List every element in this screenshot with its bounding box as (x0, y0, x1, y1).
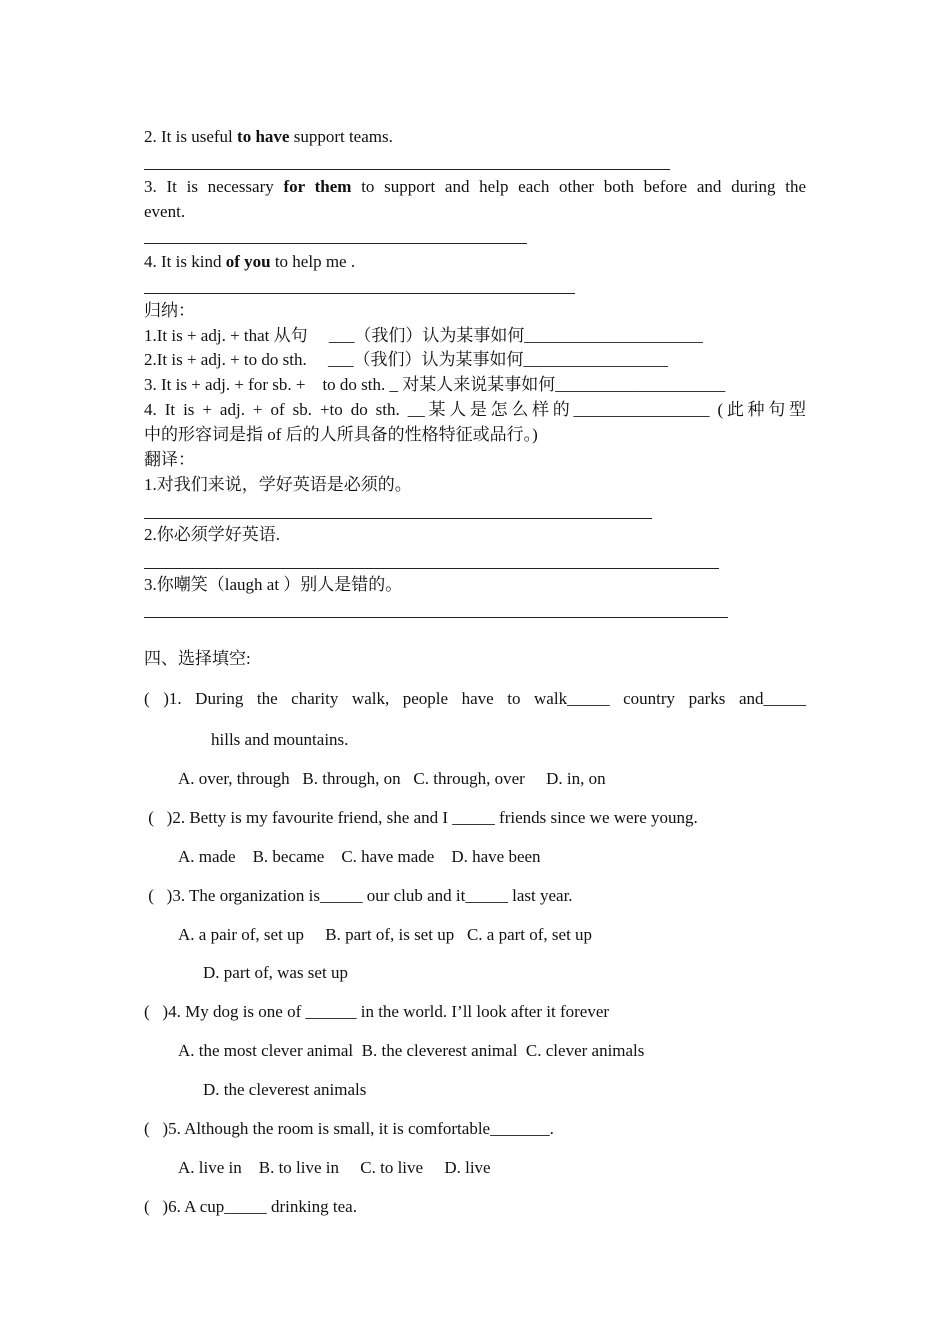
question-2-options: A. made B. became C. have made D. have been (178, 847, 541, 866)
answer-line (144, 568, 719, 569)
summary-rule-3: 3. It is + adj. + for sb. + to do sth. _ 对某人来说某事如何____________________ (144, 375, 726, 394)
summary-rule-4: 4. It is + adj. + of sb. +to do sth. __某人是怎么样的________________ (此种句型 (144, 400, 806, 419)
question-1: ( )1. During the charity walk, people have to walk_____ country parks and_____ (144, 689, 806, 708)
question-4-options-cont: D. the cleverest animals (203, 1080, 367, 1099)
summary-rule-2: 2.It is + adj. + to do sth. ___（我们）认为某事如何_________________ (144, 350, 668, 369)
question-5-options: A. live in B. to live in C. to live D. live (178, 1158, 491, 1177)
summary-rule-4-cont: 中的形容词是指 of 后的人所具备的性格特征或品行。) (144, 425, 538, 444)
section-4-title: 四、选择填空: (144, 649, 251, 668)
answer-line (144, 617, 728, 618)
translation-1: 1.对我们来说，学好英语是必须的。 (144, 475, 412, 494)
sentence-2: 2. It is useful to have support teams. (144, 127, 393, 146)
question-3-options: A. a pair of, set up B. part of, is set up C. a part of, set up (178, 925, 593, 944)
sentence-4: 4. It is kind of you to help me . (144, 252, 356, 271)
summary-title: 归纳： (144, 301, 195, 320)
answer-line (144, 169, 670, 170)
question-1-cont: hills and mountains. (211, 730, 349, 749)
bold-phrase: of you (225, 252, 271, 271)
question-2: ( )2. Betty is my favourite friend, she and I _____ friends since we were young. (144, 808, 698, 827)
answer-line (144, 293, 575, 294)
question-4: ( )4. My dog is one of ______ in the world. I’ll look after it forever (144, 1002, 610, 1021)
translation-title: 翻译： (144, 450, 195, 469)
question-6: ( )6. A cup_____ drinking tea. (144, 1197, 357, 1216)
question-5: ( )5. Although the room is small, it is comfortable_______. (144, 1119, 554, 1138)
translation-3: 3.你嘲笑（laugh at ）别人是错的。 (144, 575, 403, 594)
sentence-3-cont: event. (144, 202, 186, 221)
answer-line (144, 243, 527, 244)
bold-phrase: for them (283, 177, 352, 196)
question-3: ( )3. The organization is_____ our club and it_____ last year. (144, 886, 573, 905)
answer-line (144, 518, 652, 519)
question-3-options-cont: D. part of, was set up (203, 963, 348, 982)
question-1-options: A. over, through B. through, on C. through, over D. in, on (178, 769, 606, 788)
translation-2: 2.你必须学好英语. (144, 525, 280, 544)
sentence-3: 3. It is necessary for them to support and help each other both before and during the (144, 177, 806, 196)
summary-rule-1: 1.It is + adj. + that 从句 ___（我们）认为某事如何_____________________ (144, 326, 703, 345)
bold-phrase: to have (237, 127, 290, 146)
question-4-options: A. the most clever animal B. the cleverest animal C. clever animals (178, 1041, 645, 1060)
